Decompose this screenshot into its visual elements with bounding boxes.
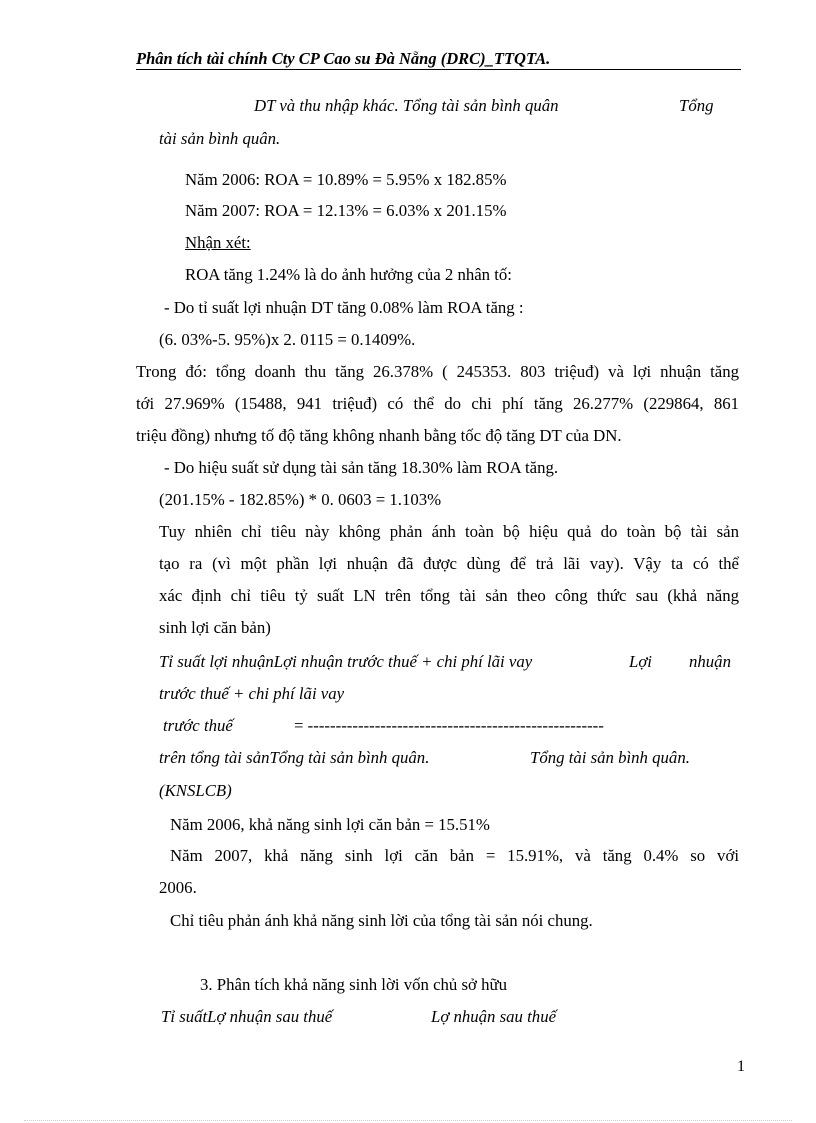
paragraph-line: tới 27.969% (15488, 941 triệuđ) có thể do chi phí tăng 26.277% (229864, 861 [136,394,739,413]
formula-text: Tỉ suất lợi nhuậnLợi nhuận trước thuế + chi phí lãi vay [159,652,533,671]
remark-heading: Nhận xét: [185,233,251,252]
paragraph-line: (6. 03%-5. 95%)x 2. 0115 = 0.1409%. [159,330,416,349]
roa-2006: Năm 2006: ROA = 10.89% = 5.95% x 182.85% [185,170,507,189]
formula-line-2: tài sản bình quân. [159,129,281,148]
paragraph-line: - Do hiệu suất sử dụng tài sản tăng 18.30% làm ROA tăng. [164,458,559,477]
formula-text: trước thuế [163,716,233,735]
section-heading: 3. Phân tích khả năng sinh lời vốn chủ sở hữu [200,975,507,994]
paragraph-line: Năm 2007, khả năng sinh lợi căn bản = 15.91%, và tăng 0.4% so với [170,846,739,865]
paragraph-line: 2006. [159,878,197,897]
formula-line-4: trước thuế + chi phí lãi vay [159,684,345,703]
paragraph-line: triệu đồng) nhưng tố độ tăng không nhanh bằng tốc độ tăng DT của DN. [136,426,622,445]
formula-text: Lợi [629,652,652,671]
page-bottom-divider [24,1120,792,1121]
paragraph-line: (201.15% - 182.85%) * 0. 0603 = 1.103% [159,490,442,509]
roa-2007: Năm 2007: ROA = 12.13% = 6.03% x 201.15% [185,201,507,220]
paragraph-line: tạo ra (vì một phần lợi nhuận đã được dùng để trả lãi vay). Vậy ta có thể [159,554,739,573]
paragraph-line: Chỉ tiêu phản ánh khả năng sinh lời của tổng tài sản nói chung. [170,911,593,930]
paragraph-line: sinh lợi căn bản) [159,618,271,637]
formula-text: Tổng tài sản bình quân. [530,748,690,767]
formula-line-7: (KNSLCB) [159,781,232,800]
formula-text: DT và thu nhập khác. Tổng tài sản bình quân [254,96,559,115]
paragraph-line: Tuy nhiên chỉ tiêu này không phản ánh toàn bộ hiệu quả do toàn bộ tài sản [159,522,739,541]
paragraph-line: Trong đó: tổng doanh thu tăng 26.378% ( 245353. 803 triệuđ) và lợi nhuận tăng [136,362,739,381]
paragraph-line: - Do tỉ suất lợi nhuận DT tăng 0.08% làm ROA tăng : [164,298,524,317]
page-number: 1 [737,1058,745,1075]
formula-fraction-bar: = ----------------------------------------------------- [294,716,604,735]
formula-text: trên tổng tài sảnTổng tài sản bình quân. [159,748,430,767]
page-header-title: Phân tích tài chính Cty CP Cao su Đà Nẵng (DRC)_TTQTA. [136,49,551,68]
formula-text: nhuận [689,652,731,671]
formula-text: Lợ nhuận sau thuế [431,1007,557,1026]
formula-text: Tổng [679,96,714,115]
header-rule [136,69,741,70]
formula-text: Tỉ suấtLợ nhuận sau thuế [161,1007,333,1026]
paragraph-line: xác định chỉ tiêu tỷ suất LN trên tổng tài sản theo công thức sau (khả năng [159,586,739,605]
paragraph-line: Năm 2006, khả năng sinh lợi căn bản = 15.51% [170,815,490,834]
paragraph-line: ROA tăng 1.24% là do ảnh hưởng của 2 nhân tố: [185,265,512,284]
